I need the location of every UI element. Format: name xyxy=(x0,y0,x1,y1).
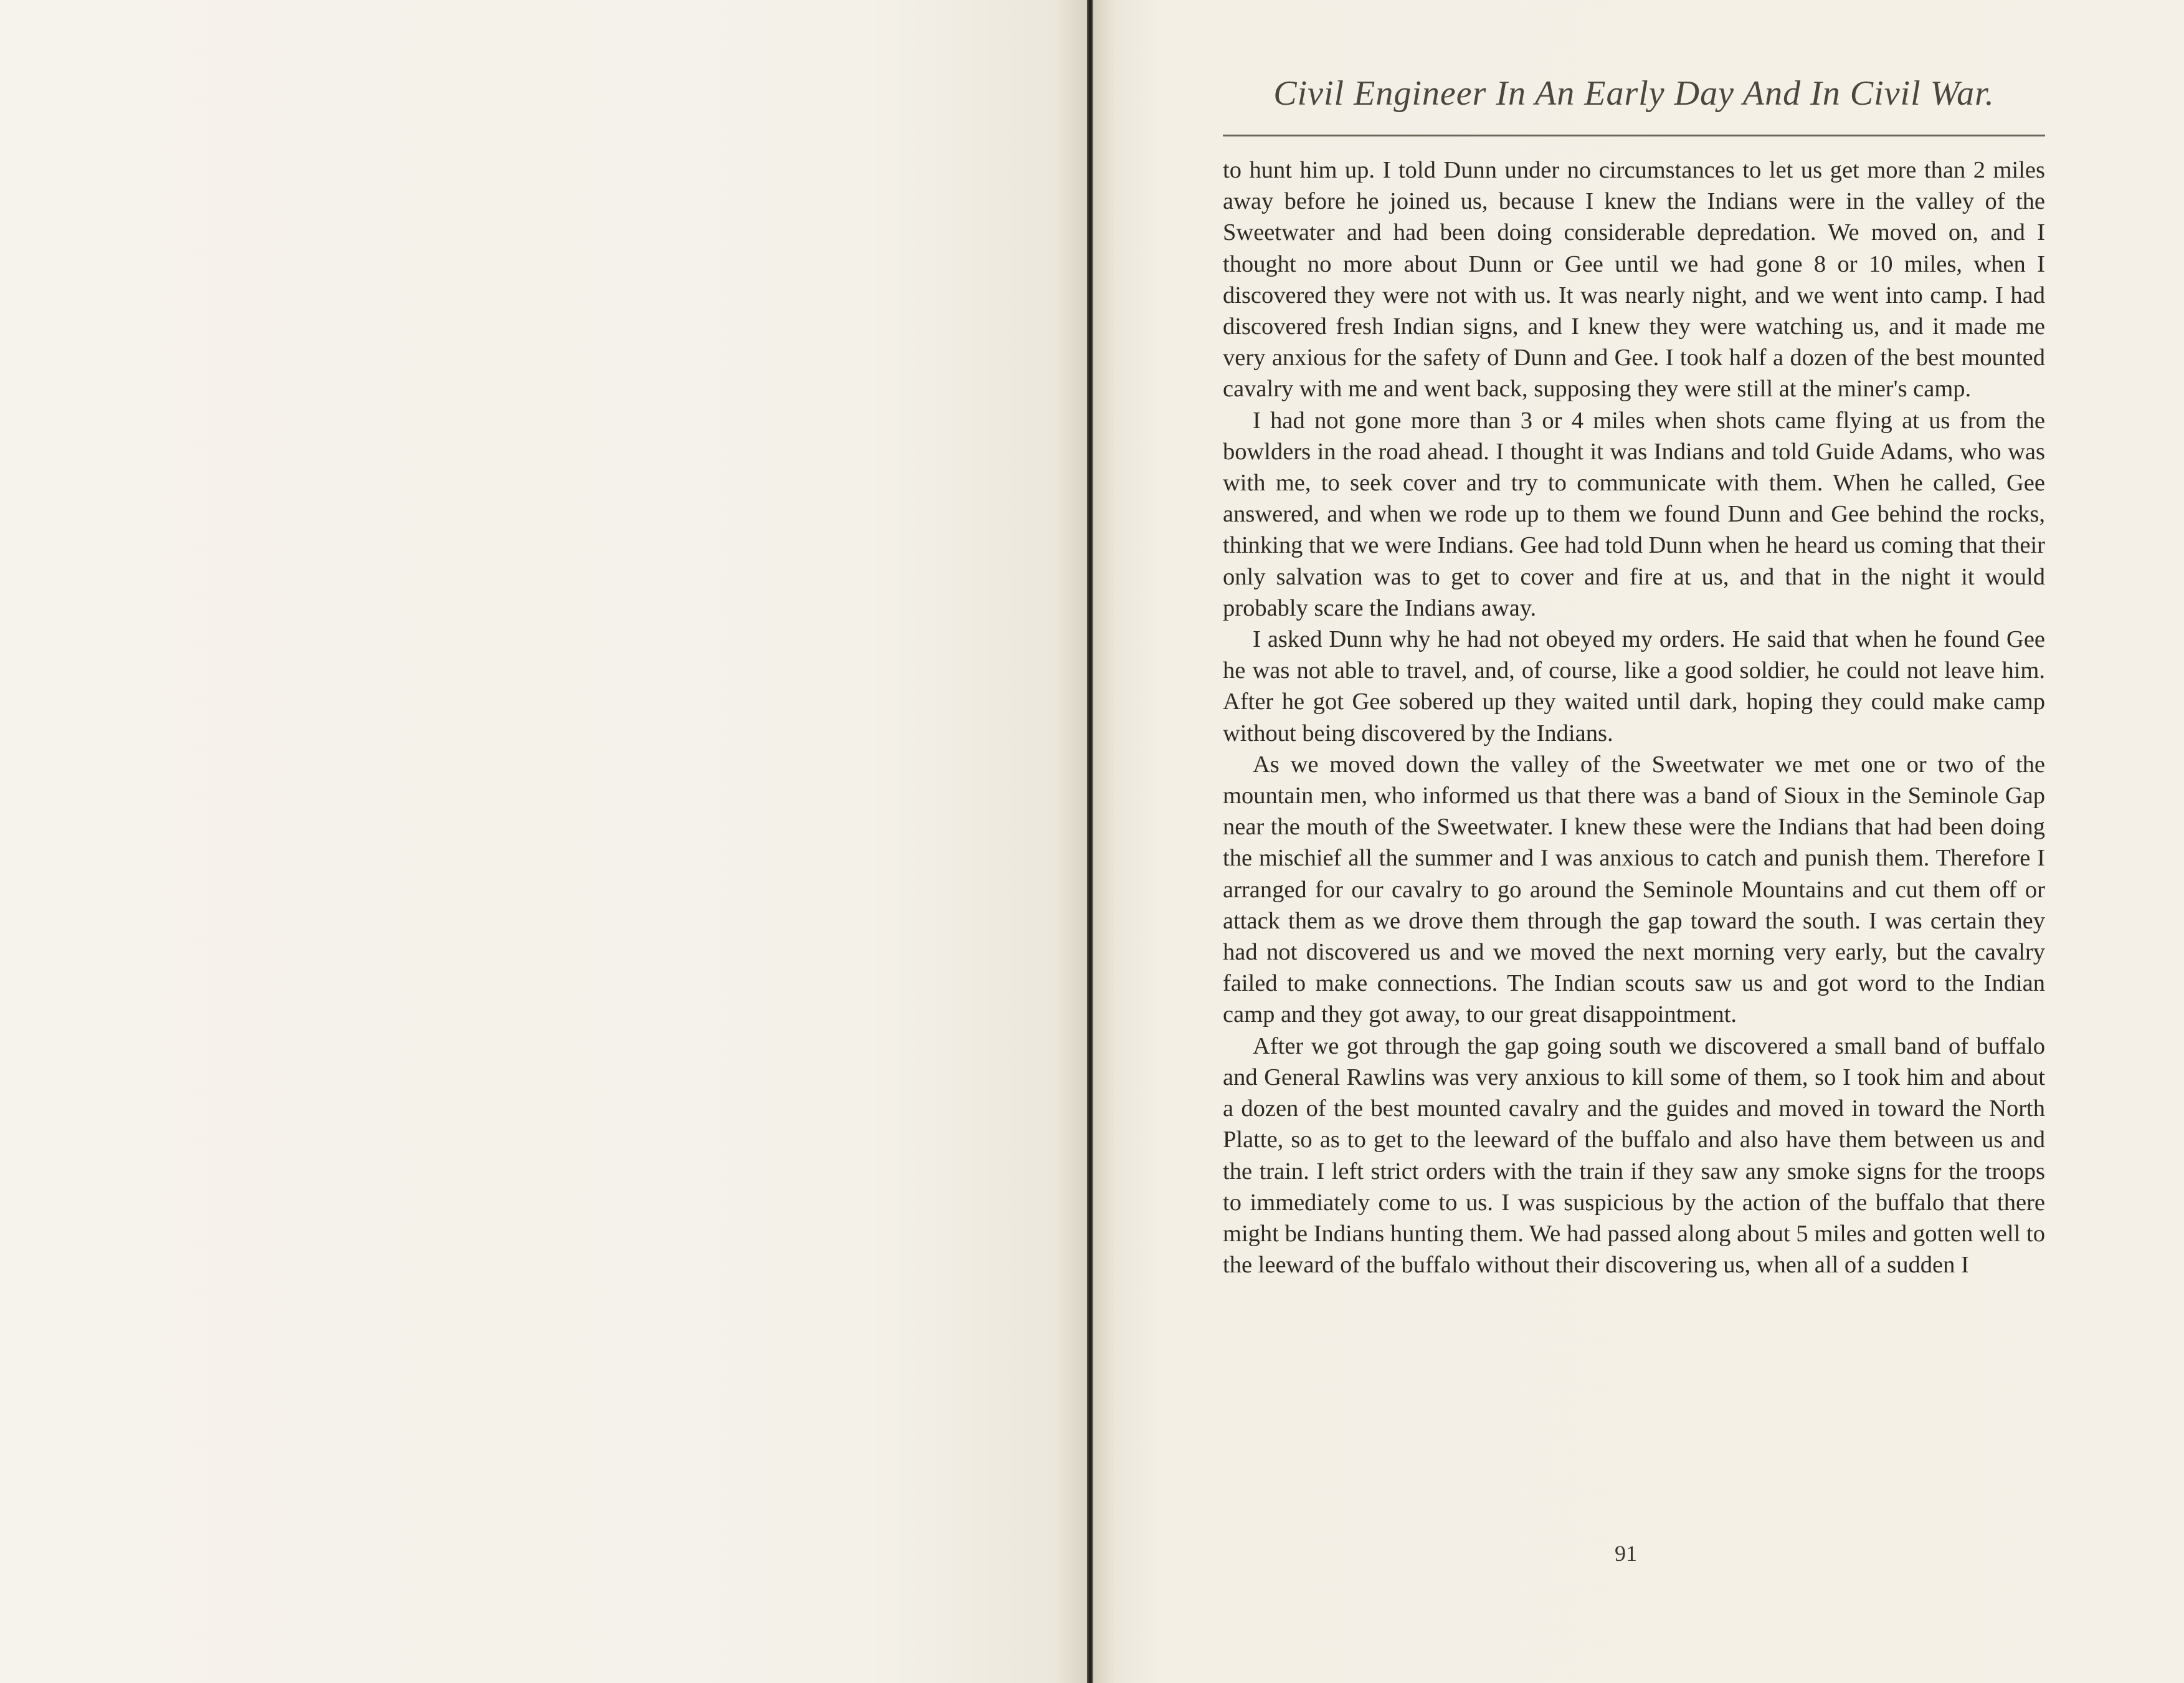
page-number: 91 xyxy=(1615,1541,1637,1566)
header-rule xyxy=(1223,135,2045,136)
book-gutter xyxy=(1087,0,1093,1683)
paragraph-4: As we moved down the valley of the Sweetwater we met one or two of the mountain men, who informed us that there was a band of Sioux in the Seminole Gap near the mouth of the Sweetwater. I knew these were the Indians that had been doing the mischief all the summer and I was anxious to catch and punish them. Therefore I arranged for our cavalry to go around the Seminole Mountains and cut them off or attack them as we drove them through the gap toward the south. I was certain they had not discovered us and we moved the next morning very early, but the cavalry failed to make connections. The Indian scouts saw us and got word to the Indian camp and they got away, to our great disappointment. xyxy=(1223,751,2045,1028)
paragraph-2: I had not gone more than 3 or 4 miles when shots came flying at us from the bowlders in the road ahead. I thought it was Indians and told Guide Adams, who was with me, to seek cover and try to communicate with them. When he called, Gee answered, and when we rode up to them we found Dunn and Gee behind the rocks, thinking that we were Indians. Gee had told Dunn when he heard us coming that their only salvation was to get to cover and fire at us, and that in the night it would probably scare the Indians away. xyxy=(1223,407,2045,621)
body-text xyxy=(1223,155,2045,1280)
paragraph-3: I asked Dunn why he had not obeyed my orders. He said that when he found Gee he was not able to travel, and, of course, like a good soldier, he could not leave him. After he got Gee sobered up they waited until dark, hoping they could make camp without being discovered by the Indians. xyxy=(1223,626,2045,746)
paragraph-1: to hunt him up. I told Dunn under no circumstances to let us get more than 2 miles away before he joined us, because I knew the Indians were in the valley of the Sweetwater and had been doing considerable depredation. We moved on, and I thought no more about Dunn or Gee until we had gone 8 or 10 miles, when I discovered they were not with us. It was nearly night, and we went into camp. I had discovered fresh Indian signs, and I knew they were watching us, and it made me very anxious for the safety of Dunn and Gee. I took half a dozen of the best mounted cavalry with me and went back, supposing they were still at the miner's camp. xyxy=(1223,157,2045,403)
running-head: Civil Engineer In An Early Day And In Civil War. xyxy=(1273,74,1995,113)
paragraph-5: After we got through the gap going south we discovered a small band of buffalo and General Rawlins was very anxious to kill some of them, so I took him and about a dozen of the best mounted cavalry and the guides and moved in toward the North Platte, so as to get to the leeward of the buffalo and also have them between us and the train. I left strict orders with the train if they saw any smoke signs for the troops to immediately come to us. I was suspicious by the action of the buffalo that there might be Indians hunting them. We had passed along about 5 miles and gotten well to the leeward of the buffalo without their discovering us, when all of a sudden I xyxy=(1223,1032,2045,1279)
left-page-blank xyxy=(0,0,1087,1683)
